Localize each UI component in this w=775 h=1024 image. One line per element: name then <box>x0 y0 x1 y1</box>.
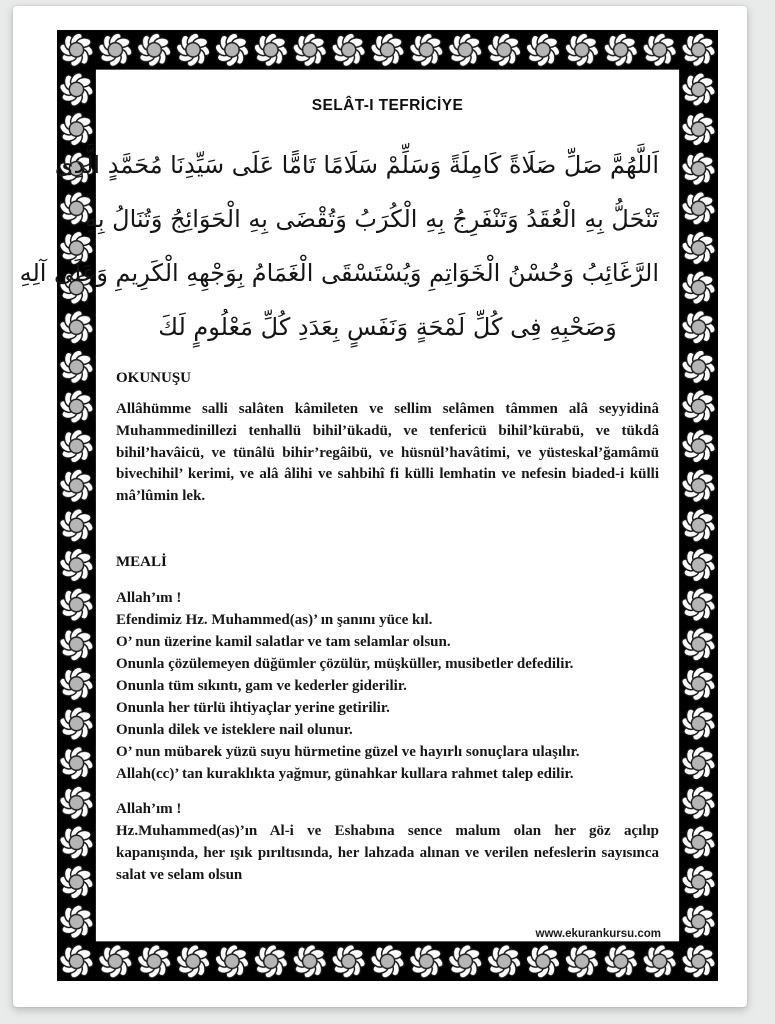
meali-line: O’ nun mübarek yüzü suyu hürmetine güzel ve hayırlı sonuçlara ulaşılır. <box>116 743 580 760</box>
meali-line: Onunla tüm sıkıntı, gam ve kederler giderilir. <box>116 677 407 694</box>
arabic-calligraphy <box>19 138 659 354</box>
meali-paragraph-block <box>116 798 659 886</box>
meali-line: Onunla her türlü ihtiyaçlar yerine getirilir. <box>116 699 390 716</box>
meali-line: Allah(cc)’ tan kuraklıkta yağmur, günahkar kullara rahmet talep edilir. <box>116 765 574 782</box>
website-url: www.ekurankursu.com <box>535 928 661 940</box>
page-title: SELÂT-I TEFRİCİYE <box>311 97 464 114</box>
arabic-line: اَللَّهُمَّ صَلِّ صَلَاةً كَامِلَةً وَسَلِّمْ سَلَامًا تَامًّا عَلَى سَيِّدِنَا مُحَمَّدٍ الَّذِى <box>54 151 659 179</box>
arabic-line: وَصَحْبِهِ فِى كُلِّ لَمْحَةٍ وَنَفَسٍ بِعَدَدِ كُلِّ مَعْلُومٍ لَكَ <box>158 313 617 341</box>
okunusu-heading: OKUNUŞU <box>116 370 192 386</box>
arabic-line: تَنْحَلُّ بِهِ الْعُقَدُ وَتَنْفَرِجُ بِهِ الْكُرَبُ وَتُقْضَى بِهِ الْحَوَائِجُ وَتُنَالُ بِهِ <box>84 205 659 233</box>
meali-list <box>116 587 659 785</box>
meali-line: Efendimiz Hz. Muhammed(as)’ ın şanını yüce kıl. <box>116 611 433 628</box>
meali-paragraph: Hz.Muhammed(as)’ın Al-i ve Eshabına sence malum olan her göz açılıp kapanışında, her ışık pırıltısında, her lahzada alınan ve verilen nefeslerin sayısınca salat ve selam olsun <box>116 822 659 883</box>
meali-paragraph-intro: Allah’ım ! <box>116 800 182 817</box>
okunusu-text: Allâhümme salli salâten kâmileten ve sellim selâmen tâmmen alâ seyyidinâ Muhammedinillezi tenhallü bihil’ükadü, ve tenfericü bihil’kürabü, ve tükdâ bihil’havâicü, ve tünâlü bihir’regâibü, ve hüsnül’havâtimi, ve yüsteskal’ğamâmü bivechihil’ kerimi, ve alâ âlihi ve sahbihî fi külli lemhatin ve nefesin biaded-i külli mâ’lûmin lek. <box>116 401 659 505</box>
document-page <box>13 6 747 1007</box>
arabic-line: الرَّغَائِبُ وَحُسْنُ الْخَوَاتِمِ وَيُسْتَسْقَى الْغَمَامُ بِوَجْهِهِ الْكَرِيمِ وَعَلَى آلِهِ <box>19 259 659 287</box>
meali-line: Onunla çözülemeyen düğümler çözülür, müşküller, musibetler defedilir. <box>116 655 574 672</box>
meali-line: Allah’ım ! <box>116 589 182 606</box>
meali-heading: MEALİ <box>116 553 167 570</box>
document-content <box>19 70 679 942</box>
meali-line: O’ nun üzerine kamil salatlar ve tam selamlar olsun. <box>116 633 451 650</box>
meali-line: Onunla dilek ve isteklere nail olunur. <box>116 721 353 738</box>
